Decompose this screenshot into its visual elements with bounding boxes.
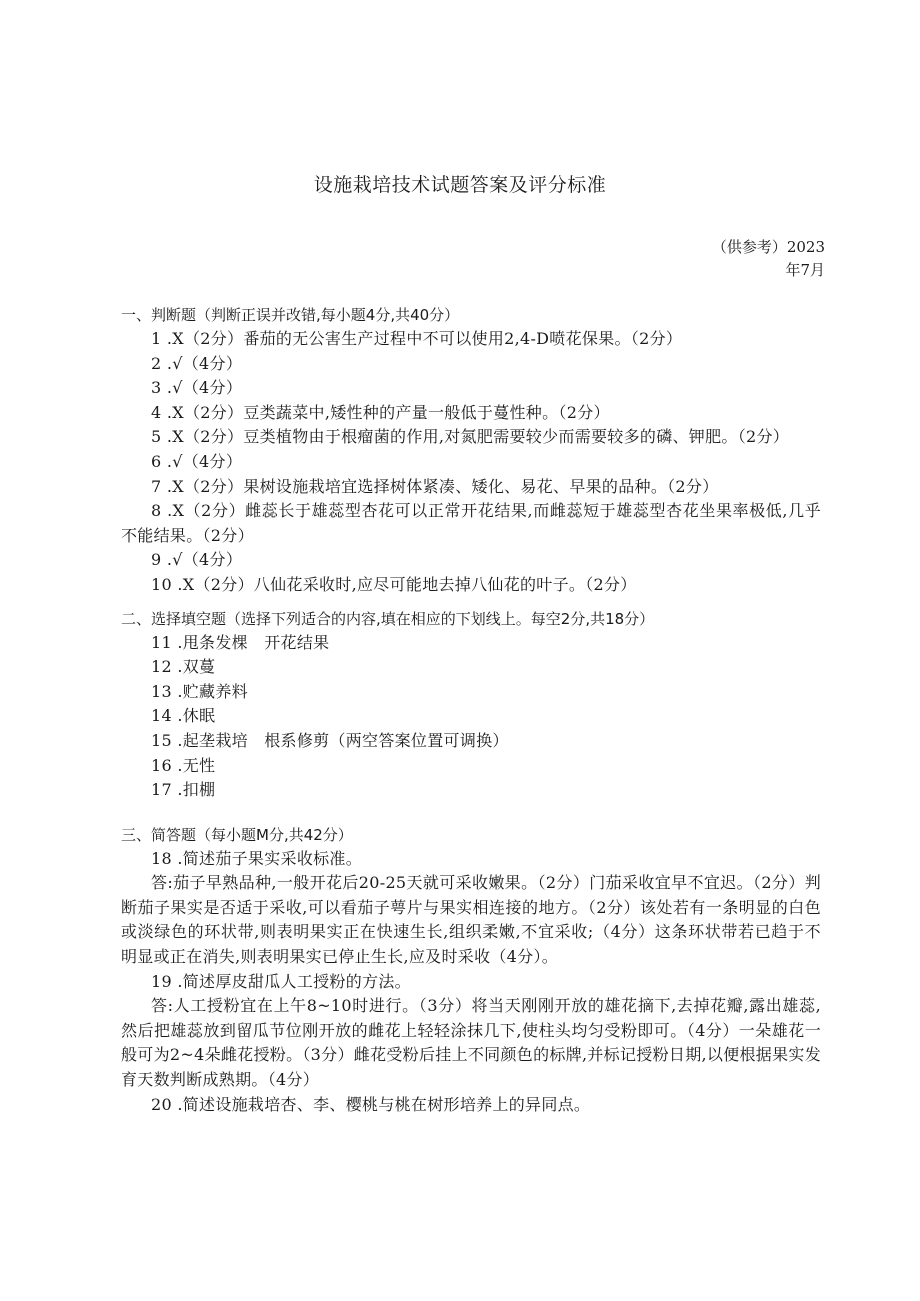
answer-item-8: 8 .X（2分）雌蕊长于雄蕊型杏花可以正常开花结果,而雌蕊短于雄蕊型杏花坐果率极低,几乎不能结果。（2分） xyxy=(121,501,821,545)
document-meta xyxy=(712,236,825,282)
answer-item-2: 2 .√（4分） xyxy=(151,353,243,373)
answer-item-3: 3 .√（4分） xyxy=(151,378,243,398)
answer-item-4: 4 .X（2分）豆类蔬菜中,矮性种的产量一般低于蔓性种。（2分） xyxy=(151,402,610,422)
question-19: 19 .简述厚皮甜瓜人工授粉的方法。 xyxy=(151,971,411,991)
answer-item-13: 13 .贮藏养料 xyxy=(151,681,248,701)
section-heading-fill-in: 二、选择填空题（选择下列适合的内容,填在相应的下划线上。每空2分,共18分） xyxy=(121,609,655,628)
answer-item-5: 5 .X（2分）豆类植物由于根瘤菌的作用,对氮肥需要较少而需要较多的磷、钾肥。（2分） xyxy=(151,427,790,447)
meta-reference-year: （供参考）2023 xyxy=(711,238,825,256)
meta-month: 年7月 xyxy=(785,261,825,279)
answer-item-12: 12 .双蔓 xyxy=(151,657,216,677)
answer-body xyxy=(121,303,821,1117)
document-title: 设施栽培技术试题答案及评分标准 xyxy=(313,174,607,196)
answer-item-9: 9 .√（4分） xyxy=(151,550,243,570)
answer-19: 答:人工授粉宜在上午8~10时进行。（3分）将当天刚刚开放的雄花摘下,去掉花瓣,露出雄蕊,然后把雄蕊放到留瓜节位刚开放的雌花上轻轻涂抹几下,使柱头均匀受粉即可。（4分）一朵雄花一般可为2~4朵雌花授粉。（3分）雌花受粉后挂上不同颜色的标牌,并标记授粉日期,以便根据果实发育天数判断成熟期。（4分） xyxy=(121,996,821,1090)
answer-item-7: 7 .X（2分）果树设施栽培宜选择树体紧凑、矮化、易花、早果的品种。（2分） xyxy=(151,476,719,496)
answer-item-6: 6 .√（4分） xyxy=(151,451,243,471)
answer-item-15: 15 .起垄栽培 根系修剪（两空答案位置可调换） xyxy=(151,730,509,750)
question-18: 18 .简述茄子果实采收标准。 xyxy=(151,848,363,868)
answer-item-1: 1 .X（2分）番茄的无公害生产过程中不可以使用2,4-D喷花保果。（2分） xyxy=(151,329,683,348)
section-heading-short-answer: 三、简答题（每小题M分,共42分） xyxy=(121,825,353,844)
answer-item-10: 10 .X（2分）八仙花采收时,应尽可能地去掉八仙花的叶子。（2分） xyxy=(151,574,637,594)
answer-item-11: 11 .甩条发棵 开花结果 xyxy=(151,632,330,652)
answer-item-16: 16 .无性 xyxy=(151,755,216,775)
question-20: 20 .简述设施栽培杏、李、樱桃与桃在树形培养上的异同点。 xyxy=(151,1094,591,1114)
answer-item-14: 14 .休眠 xyxy=(151,706,216,726)
answer-item-17: 17 .扣棚 xyxy=(151,780,216,800)
section-gap xyxy=(121,598,821,607)
section-gap xyxy=(121,803,821,823)
answer-18: 答:茄子早熟品种,一般开花后20-25天就可采收嫩果。（2分）门茄采收宜早不宜迟。（2分）判断茄子果实是否适于采收,可以看茄子萼片与果实相连接的地方。（2分）该处若有一条明显的白色或淡绿色的环状带,则表明果实正在快速生长,组织柔嫩,不宜采收;（4分）这条环状带若已趋于不明显或正在消失,则表明果实已停止生长,应及时采收（4分）。 xyxy=(121,873,821,967)
section-heading-true-false: 一、判断题（判断正误并改错,每小题4分,共40分） xyxy=(121,306,460,324)
